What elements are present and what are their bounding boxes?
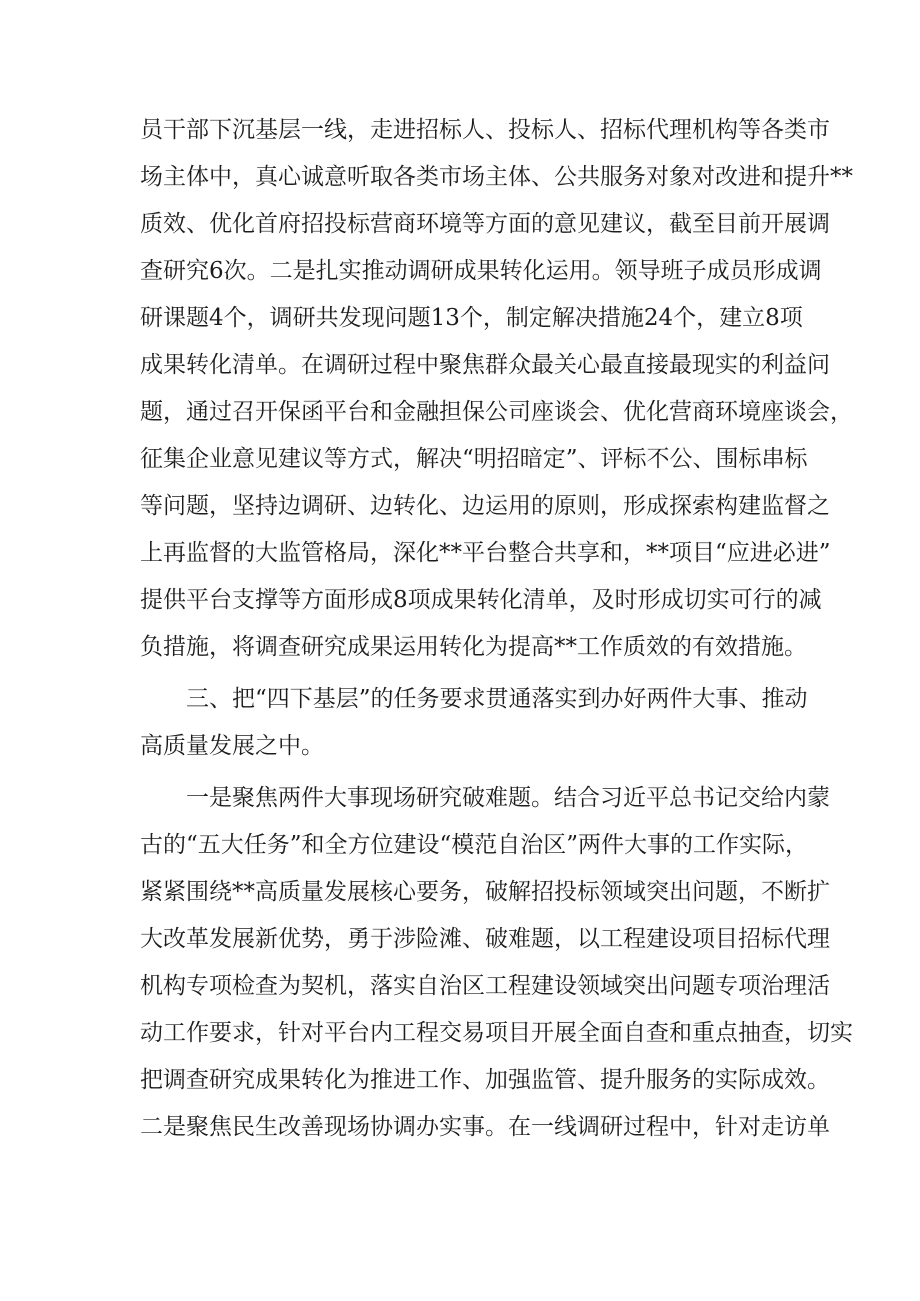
- body-text-line: 上再监督的大监管格局，深化**平台整合共享和，**项目“应进必进”: [140, 540, 831, 566]
- body-text-line: 等问题，坚持边调研、边转化、边运用的原则，形成探索构建监督之: [140, 493, 830, 519]
- section-heading-line: 高质量发展之中。: [140, 733, 324, 759]
- body-text-line: 研课题4个，调研共发现问题13个，制定解决措施24个，建立8项: [140, 305, 803, 331]
- body-text-line: 大改革发展新优势，勇于涉险滩、破难题，以工程建设项目招标代理: [140, 926, 830, 952]
- body-text-line: 质效、优化首府招投标营商环境等方面的意见建议，截至目前开展调: [140, 211, 830, 237]
- body-text-line: 查研究6次。二是扎实推动调研成果转化运用。领导班子成员形成调: [140, 258, 822, 284]
- body-text-line: 二是聚焦民生改善现场协调办实事。在一线调研过程中，针对走访单: [140, 1114, 830, 1140]
- body-text-line: 动工作要求，针对平台内工程交易项目开展全面自查和重点抽查，切实: [140, 1020, 853, 1046]
- body-text-line: 员干部下沉基层一线，走进招标人、投标人、招标代理机构等各类市: [140, 117, 830, 143]
- body-text-line: 把调查研究成果转化为推进工作、加强监管、提升服务的实际成效。: [140, 1067, 830, 1093]
- body-text-line: 征集企业意见建议等方式，解决“明招暗定”、评标不公、围标串标: [140, 446, 808, 472]
- body-text-line: 提供平台支撑等方面形成8项成果转化清单，及时形成切实可行的减: [140, 587, 822, 613]
- body-text-line: 机构专项检查为契机，落实自治区工程建设领域突出问题专项治理活: [140, 973, 830, 999]
- body-text-line: 负措施，将调查研究成果运用转化为提高**工作质效的有效措施。: [140, 634, 807, 660]
- body-text-line: 紧紧围绕**高质量发展核心要务，破解招投标领域突出问题，不断扩: [140, 879, 830, 905]
- body-text-line: 成果转化清单。在调研过程中聚焦群众最关心最直接最现实的利益问: [140, 352, 830, 378]
- body-text-line: 古的“五大任务”和全方位建设“模范自治区”两件大事的工作实际，: [140, 832, 809, 858]
- body-text-line: 场主体中，真心诚意听取各类市场主体、公共服务对象对改进和提升**: [140, 164, 853, 190]
- body-text-line: 题，通过召开保函平台和金融担保公司座谈会、优化营商环境座谈会，: [140, 399, 853, 425]
- body-text-line: 一是聚焦两件大事现场研究破难题。结合习近平总书记交给内蒙: [186, 785, 830, 811]
- section-heading-line: 三、把“四下基层”的任务要求贯通落实到办好两件大事、推动: [186, 686, 808, 712]
